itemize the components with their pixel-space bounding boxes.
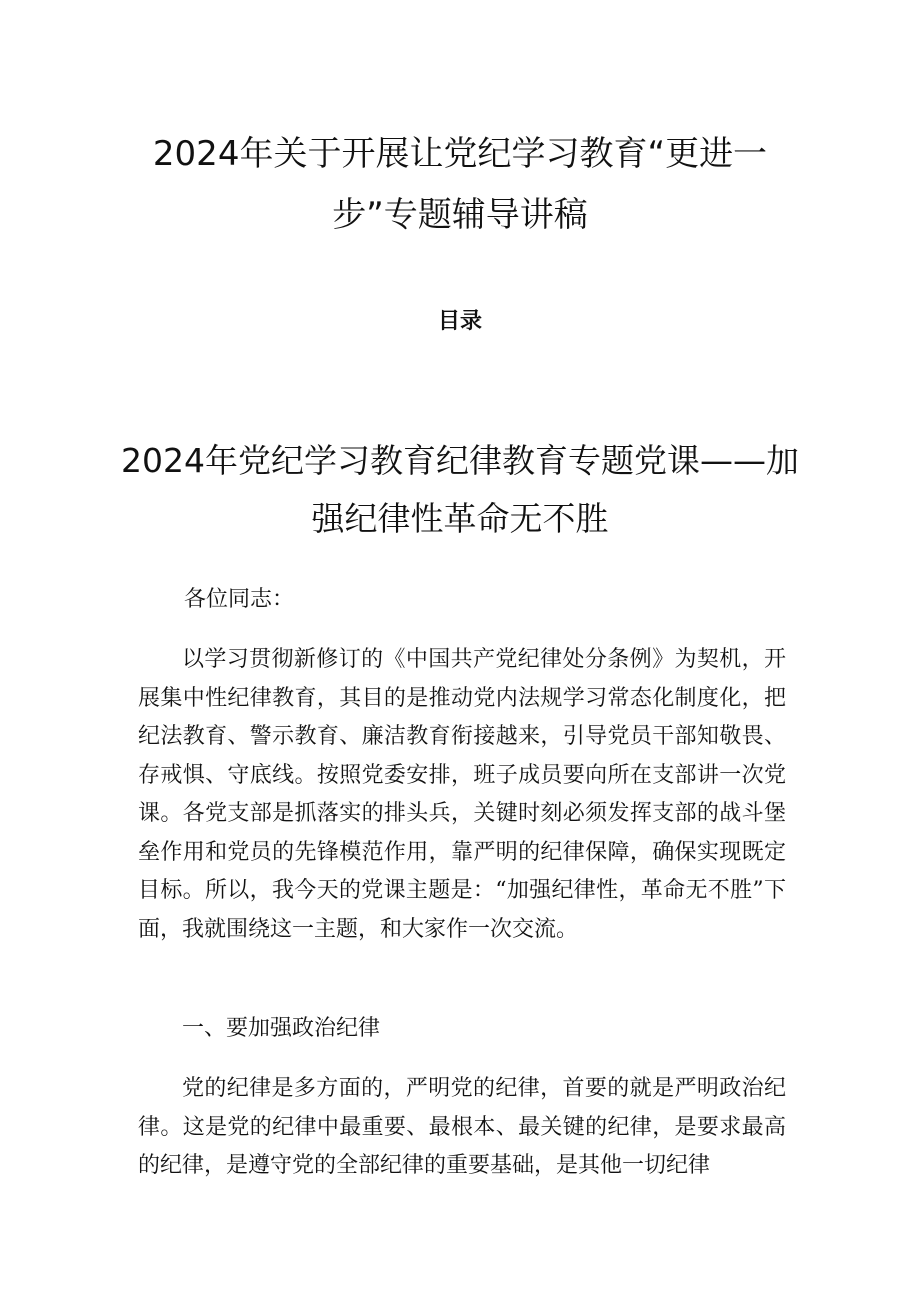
intro-paragraph [138, 641, 786, 949]
subheading-text: 一、要加强政治纪律 [182, 1016, 381, 1041]
subheading-political-discipline [138, 1010, 786, 1049]
document-title: 2024年关于开展让党纪学习教育“更进一步”专题辅导讲稿 [152, 134, 768, 235]
section-title: 2024年党纪学习教育纪律教育专题党课——加强纪律性革命无不胜 [121, 441, 799, 538]
intro-text: 以学习贯彻新修订的《中国共产党纪律处分条例》为契机，开展集中性纪律教育，其目的是推动党内法规学习常态化制度化，把纪法教育、警示教育、廉洁教育衔接越来，引导党员干部知敬畏、存戒惧、守底线。按照党委安排，班子成员要向所在支部讲一次党课。各党支部是抓落实的排头兵，关键时刻必须发挥支部的战斗堡垒作用和党员的先锋模范作用，靠严明的纪律保障，确保实现既定目标。所以，我今天的党课主题是：“加强纪律性，革命无不胜”下面，我就围绕这一主题，和大家作一次交流。 [138, 647, 786, 942]
salutation-text: 各位同志： [184, 587, 295, 612]
toc-heading: 目录 [437, 309, 482, 334]
body-paragraph-1-text: 党的纪律是多方面的，严明党的纪律，首要的就是严明政治纪律。这是党的纪律中最重要、最根本、最关键的纪律，是要求最高的纪律，是遵守党的全部纪律的重要基础，是其他一切纪律 [138, 1076, 786, 1178]
body-paragraph-1 [138, 1070, 786, 1186]
salutation-paragraph [138, 581, 786, 620]
